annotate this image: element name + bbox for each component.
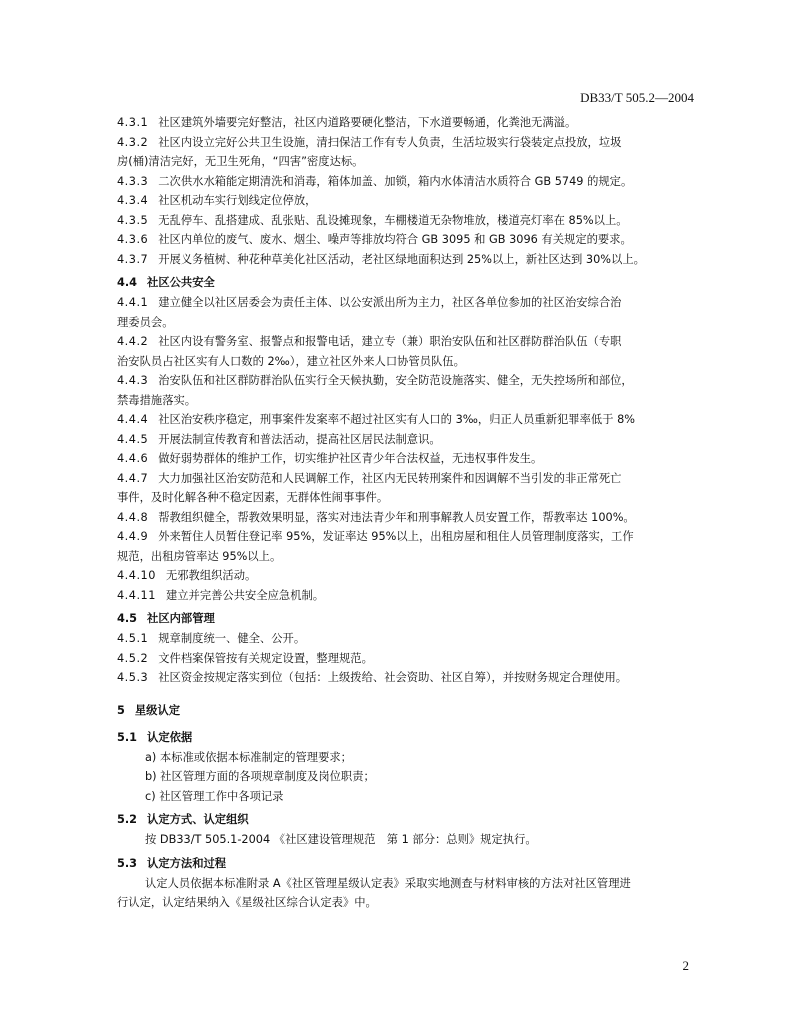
clause-4-4-2-continued: 治安队员占社区实有人口数的 2‰），建立社区外来人口协管员队伍。 bbox=[117, 354, 465, 368]
clause-4-3-4: 4.3.4 社区机动车实行划线定位停放， bbox=[117, 194, 317, 207]
section-heading-5: 5 星级认定 bbox=[117, 703, 181, 717]
basis-item-a: a) 本标准或依据本标准制定的管理要求； bbox=[145, 750, 352, 764]
clause-4-4-3: 4.4.3 治安队伍和社区群防群治队伍实行全天候执勤，安全防范设施落实、健全，无失控场所和部位， bbox=[117, 374, 633, 387]
section-heading-5-1: 5.1 认定依据 bbox=[117, 730, 193, 744]
clause-4-4-9: 4.4.9 外来暂住人员暂住登记率 95%，发证率达 95%以上，出租房屋和租住人员管理制度落实，工作 bbox=[117, 530, 634, 543]
basis-item-c: c) 社区管理工作中各项记录 bbox=[145, 789, 284, 803]
clause-4-3-7: 4.3.7 开展义务植树、种花种草美化社区活动，老社区绿地面积达到 25%以上，新社区达到 30%以上。 bbox=[117, 252, 645, 266]
clause-4-5-3: 4.5.3 社区资金按规定落实到位（包括：上级拨给、社会资助、社区自筹），并按财务规定合理使用。 bbox=[117, 671, 628, 684]
clause-4-3-2-continued: 房(桶)清洁完好，无卫生死角，“四害”密度达标。 bbox=[117, 155, 364, 168]
clause-4-4-4: 4.4.4 社区治安秩序稳定，刑事案件发案率不超过社区实有人口的 3‰，归正人员重新犯罪率低于 8% bbox=[117, 413, 635, 426]
clause-4-4-6: 4.4.6 做好弱势群体的维护工作，切实维护社区青少年合法权益，无违权事件发生。 bbox=[117, 452, 543, 465]
clause-4-3-1: 4.3.1 社区建筑外墙要完好整洁，社区内道路要硬化整洁，下水道要畅通，化粪池无满溢。 bbox=[117, 116, 577, 129]
clause-5-3-text: 认定人员依据本标准附录 A《社区管理星级认定表》采取实地测查与材料审核的方法对社区管理进 bbox=[145, 876, 631, 890]
section-heading-4-4: 4.4 社区公共安全 bbox=[117, 276, 215, 289]
basis-item-b: b) 社区管理方面的各项规章制度及岗位职责； bbox=[145, 770, 375, 783]
clause-4-5-1: 4.5.1 规章制度统一、健全、公开。 bbox=[117, 632, 306, 645]
clause-4-3-5: 4.3.5 无乱停车、乱搭建成、乱张贴、乱设摊现象，车棚楼道无杂物堆放，楼道亮灯率在 85%以上。 bbox=[117, 213, 628, 227]
clause-4-4-3-continued: 禁毒措施落实。 bbox=[117, 393, 197, 407]
clause-4-4-1: 4.4.1 建立健全以社区居委会为责任主体、以公安派出所为主力，社区各单位参加的社区治安综合治 bbox=[117, 296, 622, 309]
clause-4-4-2: 4.4.2 社区内设有警务室、报警点和报警电话，建立专（兼）职治安队伍和社区群防群治队伍（专职 bbox=[117, 335, 622, 348]
clause-4-4-1-continued: 理委员会。 bbox=[117, 315, 174, 329]
clause-4-4-11: 4.4.11 建立并完善公共安全应急机制。 bbox=[117, 588, 325, 602]
clause-4-3-6: 4.3.6 社区内单位的废气、废水、烟尘、噪声等排放均符合 GB 3095 和 GB 3096 有关规定的要求。 bbox=[117, 233, 632, 246]
section-heading-5-3: 5.3 认定方法和过程 bbox=[117, 856, 227, 870]
document-code: DB33/T 505.2—2004 bbox=[580, 90, 694, 105]
clause-4-4-7: 4.4.7 大力加强社区治安防范和人民调解工作，社区内无民转刑案件和因调解不当引发的非正常死亡 bbox=[117, 471, 622, 485]
clause-4-4-10: 4.4.10 无邪教组织活动。 bbox=[117, 569, 257, 582]
clause-5-3-text-continued: 行认定，认定结果纳入《星级社区综合认定表》中。 bbox=[117, 896, 377, 909]
clause-4-4-5: 4.4.5 开展法制宣传教育和普法活动，提高社区居民法制意识。 bbox=[117, 432, 441, 446]
section-heading-4-5: 4.5 社区内部管理 bbox=[117, 612, 215, 625]
document-body bbox=[117, 113, 697, 913]
clause-4-4-8: 4.4.8 帮教组织健全，帮教效果明显，落实对违法青少年和刑事解教人员安置工作，帮教率达 100%。 bbox=[117, 510, 635, 524]
clause-4-4-9-continued: 规范，出租房管率达 95%以上。 bbox=[117, 549, 282, 563]
section-heading-5-2: 5.2 认定方式、认定组织 bbox=[117, 813, 249, 826]
clause-5-2-text: 按 DB33/T 505.1-2004 《社区建设管理规范 第 1 部分：总则》规定执行。 bbox=[145, 833, 537, 846]
clause-4-4-7-continued: 事件，及时化解各种不稳定因素，无群体性闹事事件。 bbox=[117, 491, 389, 504]
page-number: 2 bbox=[682, 958, 689, 973]
clause-4-3-3: 4.3.3 二次供水水箱能定期清洗和消毒，箱体加盖、加锁，箱内水体清洁水质符合 GB 5749 的规定。 bbox=[117, 174, 633, 188]
clause-4-3-2: 4.3.2 社区内设立完好公共卫生设施，清扫保洁工作有专人负责，生活垃圾实行袋装定点投放，垃圾 bbox=[117, 135, 622, 149]
clause-4-5-2: 4.5.2 文件档案保管按有关规定设置，整理规范。 bbox=[117, 651, 373, 665]
